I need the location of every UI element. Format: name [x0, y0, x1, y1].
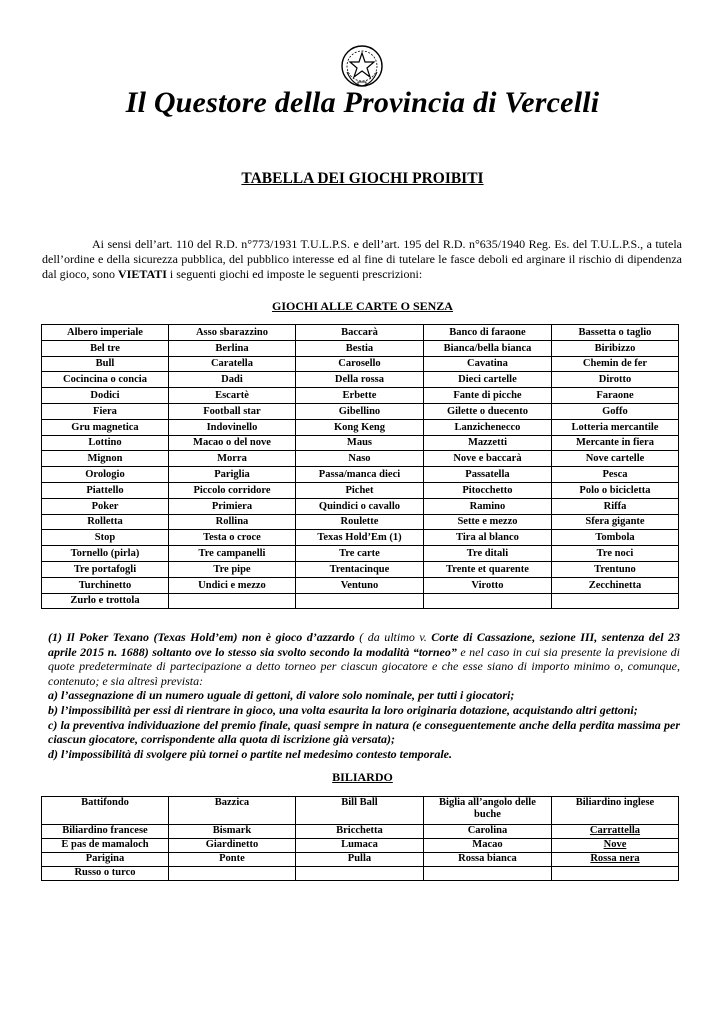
table-cell-text: Bricchetta [336, 825, 383, 836]
table-cell [295, 825, 423, 839]
table-cell [295, 372, 423, 388]
table-cell-text: Tre ditali [466, 548, 509, 560]
table-cell-text: Lanzichenecco [454, 421, 521, 433]
table-cell-text: Passatella [465, 469, 510, 481]
table-row [42, 435, 679, 451]
table-cell [551, 498, 678, 514]
table-row [42, 356, 679, 372]
table-cell [551, 419, 678, 435]
table-cell [295, 593, 423, 609]
table-cell-text: Polo o bicicletta [579, 484, 651, 496]
table-cell-text: Texas Hold’Em (1) [317, 532, 402, 544]
table-cell [168, 825, 295, 839]
table-row [42, 419, 679, 435]
intro-bold-word: VIETATI [118, 267, 167, 281]
page-title: Il Questore della Provincia di Vercelli [125, 86, 600, 119]
table-cell-text: Virotto [471, 579, 504, 591]
table-cell-text: Primiera [211, 500, 253, 512]
biliardo-section-title: BILIARDO [332, 770, 393, 784]
table-cell-text: Nove e baccarà [453, 453, 522, 465]
table-row [42, 467, 679, 483]
table-row [42, 546, 679, 562]
table-cell [423, 530, 551, 546]
table-cell-text: Ventuno [340, 579, 379, 591]
table-cell-text: Piccolo corridore [193, 484, 271, 496]
table-cell-text: Banco di faraone [449, 326, 526, 338]
table-cell-text: Dadi [221, 374, 243, 386]
table-cell [295, 514, 423, 530]
table-cell-text: Indovinello [206, 421, 258, 433]
table-cell [551, 451, 678, 467]
table-cell-text: Nove cartelle [585, 453, 645, 465]
table-cell-text: Cocincina o concia [62, 374, 147, 386]
table-cell [423, 498, 551, 514]
table-cell-text: Berlina [215, 342, 249, 354]
table-cell-text: Mazzetti [467, 437, 507, 449]
poker-note [48, 630, 680, 761]
table-cell [168, 451, 295, 467]
table-cell [295, 388, 423, 404]
table-cell [168, 561, 295, 577]
table-cell [42, 839, 169, 853]
table-row [42, 388, 679, 404]
table-cell [42, 514, 169, 530]
table-cell-text: Undici e mezzo [198, 579, 266, 591]
table-cell-text: Rollina [215, 516, 249, 528]
table-cell-text: Naso [348, 453, 371, 465]
table-cell-text: Tre noci [596, 548, 634, 560]
table-cell-text: Chemin de fer [582, 358, 648, 370]
table-cell [551, 577, 678, 593]
table-cell [551, 482, 678, 498]
table-cell-text: Dodici [90, 390, 120, 402]
table-cell [42, 482, 169, 498]
table-cell [551, 530, 678, 546]
table-cell-text: Gibellino [338, 405, 381, 417]
table-cell [168, 435, 295, 451]
table-cell-text: Sfera gigante [585, 516, 645, 528]
table-cell-text: Pariglia [214, 469, 250, 481]
table-cell [168, 530, 295, 546]
table-cell-text: Erbette [342, 390, 377, 402]
table-cell [168, 839, 295, 853]
table-cell [295, 467, 423, 483]
table-cell [423, 482, 551, 498]
table-cell [551, 388, 678, 404]
table-row [42, 482, 679, 498]
table-cell [423, 825, 551, 839]
table-row [42, 839, 679, 853]
table-cell [168, 467, 295, 483]
table-cell-text: Trente et quarente [446, 563, 529, 575]
table-cell-text: Passa/manca dieci [318, 469, 401, 481]
table-cell [168, 403, 295, 419]
table-cell [423, 388, 551, 404]
table-cell [551, 435, 678, 451]
table-cell [423, 561, 551, 577]
table-cell [295, 498, 423, 514]
cards-section-title: GIOCHI ALLE CARTE O SENZA [272, 299, 453, 313]
table-cell [168, 419, 295, 435]
table-cell [551, 514, 678, 530]
table-cell [423, 325, 551, 341]
table-cell [168, 372, 295, 388]
table-cell-text: Bianca/bella bianca [443, 342, 532, 354]
table-cell-text: Testa o croce [203, 532, 261, 544]
table-cell [42, 467, 169, 483]
poker-note-bold-2: Corte di Cassazione, sezione III, sentenza del 23 aprile 2015 n. 1688) soltanto ove lo stesso sia svolto secondo la modalità “torneo” [48, 630, 681, 659]
poker-note-bold-1: (1) Il Poker Texano (Texas Hold’em) non è gioco d’azzardo [48, 630, 355, 644]
table-row [42, 498, 679, 514]
table-cell [423, 546, 551, 562]
table-cell [551, 372, 678, 388]
table-cell-text: Lotteria mercantile [571, 421, 659, 433]
biliardo-table [41, 796, 679, 881]
table-cell-text: Trentuno [594, 563, 636, 575]
table-row [42, 451, 679, 467]
table-cell [423, 514, 551, 530]
table-cell [168, 498, 295, 514]
table-cell [295, 325, 423, 341]
table-cell-text: Morra [217, 453, 247, 465]
table-cell-text: Gru magnetica [71, 421, 139, 433]
italian-republic-emblem-icon [338, 42, 386, 90]
table-cell-text: Giardinetto [205, 839, 259, 850]
table-cell-text: Riffa [603, 500, 627, 512]
table-cell-text: Pesca [602, 469, 628, 481]
table-cell-text: Bull [95, 358, 115, 370]
table-cell-text: Bassetta o taglio [578, 326, 652, 338]
table-cell-text: Escartè [215, 390, 249, 402]
table-cell [168, 482, 295, 498]
table-cell-text: Macao [472, 839, 503, 850]
table-cell-text: Caratella [210, 358, 253, 370]
table-cell [551, 546, 678, 562]
table-cell-text: Maus [346, 437, 373, 449]
table-cell [42, 825, 169, 839]
table-cell [423, 867, 551, 881]
table-cell-text: Tre campanelli [198, 548, 266, 560]
intro-text-after: i seguenti giochi ed imposte le seguenti prescrizioni: [166, 267, 423, 281]
table-cell [423, 467, 551, 483]
table-cell-text: Carosello [338, 358, 381, 370]
intro-text-before: Ai sensi dell’art. 110 del R.D. n°773/1931 T.U.L.P.S. e dell’art. 195 del R.D. n°635/1940 Reg. Es. del T.U.L.P.S., a tutela dell’ordine e della sicurezza pubblica, del pubblico interesse ed al fine di tutelare le fasce deboli ed arginare il rischio di dipendenza dal gioco, sono [42, 237, 682, 281]
table-cell-text: Rolletta [87, 516, 123, 528]
table-row [42, 514, 679, 530]
table-cell [295, 546, 423, 562]
table-cell-text: Tornello (pirla) [70, 548, 140, 560]
table-cell [42, 388, 169, 404]
table-cell [295, 853, 423, 867]
table-cell [423, 403, 551, 419]
table-cell-text: Bazzica [214, 797, 250, 808]
table-cell-text: Sette e mezzo [457, 516, 518, 528]
table-cell [168, 514, 295, 530]
table-cell [551, 839, 678, 853]
table-row [42, 325, 679, 341]
table-row [42, 593, 679, 609]
table-cell [423, 419, 551, 435]
table-cell [42, 530, 169, 546]
table-cell-text: Rossa bianca [458, 853, 517, 864]
table-cell [42, 561, 169, 577]
table-cell [42, 451, 169, 467]
table-cell [42, 419, 169, 435]
table-cell-text: Kong Keng [333, 421, 385, 433]
table-cell-text: Ponte [219, 853, 245, 864]
table-cell [42, 356, 169, 372]
table-cell [42, 325, 169, 341]
table-cell-text: Cavatina [467, 358, 508, 370]
table-cell-text: Lumaca [341, 839, 378, 850]
table-cell-text: Orologio [85, 469, 125, 481]
table-cell [551, 797, 678, 825]
table-cell-text: Tira al blanco [456, 532, 519, 544]
table-cell [295, 867, 423, 881]
table-cell [551, 356, 678, 372]
table-cell [168, 340, 295, 356]
cards-table [41, 324, 679, 609]
table-cell-text: Biliardino francese [62, 825, 148, 836]
table-cell [423, 451, 551, 467]
table-cell [42, 403, 169, 419]
table-cell [551, 593, 678, 609]
table-cell-text: Stop [94, 532, 116, 544]
table-cell [423, 797, 551, 825]
table-cell [551, 561, 678, 577]
poker-note-normal-1: ( da ultimo v. [354, 630, 432, 644]
poker-note-item-d: d) l’impossibilità di svolgere più tornei o partite nel medesimo contesto temporale. [48, 746, 452, 761]
table-cell [295, 435, 423, 451]
table-cell [423, 372, 551, 388]
table-cell [295, 340, 423, 356]
table-cell [42, 435, 169, 451]
table-row [42, 853, 679, 867]
poker-note-normal-2: e nel caso in cui sia presente la previsione di quote predeterminate di partecipazione a detto torneo per ciascun giocatore e che esse siano di importo minimo o, comunque, contenuto; e sia altresì prevista: [48, 644, 680, 688]
table-cell [423, 839, 551, 853]
table-row [42, 403, 679, 419]
table-cell-text: Gilette o duecento [446, 405, 528, 417]
table-cell [168, 853, 295, 867]
table-cell [42, 577, 169, 593]
table-cell-text: E pas de mamaloch [61, 839, 149, 850]
table-cell [168, 546, 295, 562]
table-cell-text: Piattello [86, 484, 124, 496]
table-cell-text: Tre portafogli [73, 563, 137, 575]
table-cell [42, 340, 169, 356]
table-cell [295, 403, 423, 419]
table-cell-text: Baccarà [341, 326, 378, 338]
table-cell [295, 356, 423, 372]
table-cell [42, 372, 169, 388]
table-cell [295, 451, 423, 467]
table-cell [42, 867, 169, 881]
table-cell-text: Nove [603, 839, 627, 850]
table-cell-text: Tombola [595, 532, 635, 544]
table-cell [423, 356, 551, 372]
table-row [42, 825, 679, 839]
table-cell-text: Tre pipe [213, 563, 251, 575]
table-cell [295, 482, 423, 498]
table-cell [423, 853, 551, 867]
table-cell [295, 839, 423, 853]
table-cell-text: Russo o turco [74, 867, 136, 878]
table-cell-text: Battifondo [81, 797, 129, 808]
table-cell-text: Carolina [467, 825, 508, 836]
table-cell-text: Zurlo e trottola [70, 595, 140, 607]
table-cell [168, 325, 295, 341]
table-cell-text: Pichet [345, 484, 374, 496]
table-cell [551, 853, 678, 867]
table-cell-text: Biliardino inglese [575, 797, 655, 808]
table-row [42, 577, 679, 593]
table-cell-text: Parigina [85, 853, 125, 864]
poker-note-item-b: b) l’impossibilità per essi di rientrare in gioco, una volta esaurita la loro originaria dotazione, acquistando altri gettoni; [48, 702, 638, 717]
table-row [42, 340, 679, 356]
table-cell-text: Quindici o cavallo [318, 500, 401, 512]
table-cell-text: Rossa nera [590, 853, 640, 864]
table-cell-text: Goffo [602, 405, 628, 417]
table-cell-text: Dirotto [598, 374, 632, 386]
table-cell-text: Macao o del nove [193, 437, 271, 449]
table-cell [168, 388, 295, 404]
table-cell [168, 797, 295, 825]
table-cell-text: Poker [91, 500, 119, 512]
table-cell [42, 797, 169, 825]
table-cell [295, 577, 423, 593]
table-row [42, 372, 679, 388]
table-cell [42, 853, 169, 867]
table-cell [295, 797, 423, 825]
table-cell-text: Bill Ball [341, 797, 378, 808]
table-cell-text: Bel tre [90, 342, 120, 354]
table-cell-text: Roulette [340, 516, 379, 528]
table-cell-text: Bismark [212, 825, 252, 836]
table-cell [551, 867, 678, 881]
table-cell-text: Dieci cartelle [458, 374, 517, 386]
table-cell [42, 593, 169, 609]
table-cell-text: Mignon [87, 453, 123, 465]
table-cell-text: Fiera [93, 405, 117, 417]
document-subtitle: TABELLA DEI GIOCHI PROIBITI [241, 170, 484, 187]
table-row [42, 530, 679, 546]
table-cell [295, 561, 423, 577]
table-cell-text: Albero imperiale [67, 326, 143, 338]
table-cell [168, 356, 295, 372]
table-cell [551, 825, 678, 839]
table-cell-text: Trentacinque [329, 563, 390, 575]
table-cell-text: Lottino [88, 437, 122, 449]
table-cell-text: Ramino [469, 500, 506, 512]
poker-note-item-c: c) la preventiva individuazione del premio finale, quasi sempre in natura (e conseguentemente anche della perdita massima per ciascun giocatore, corrispondente alla quota di iscrizione già versata); [48, 717, 680, 747]
table-cell-text: Turchinetto [78, 579, 132, 591]
table-cell [295, 419, 423, 435]
table-cell [551, 403, 678, 419]
table-row [42, 561, 679, 577]
table-cell [423, 577, 551, 593]
table-cell [295, 530, 423, 546]
table-cell-text: Pitocchetto [462, 484, 513, 496]
table-row [42, 797, 679, 825]
table-cell [423, 340, 551, 356]
poker-note-item-a: a) l’assegnazione di un numero uguale di gettoni, di valore solo nominale, per tutti i giocatori; [48, 688, 515, 703]
table-cell [168, 577, 295, 593]
table-cell-text: Fante di picche [453, 390, 522, 402]
table-cell-text: Biglia all’angolo delle buche [439, 797, 536, 820]
table-cell-text: Carrattella [589, 825, 641, 836]
table-cell-text: Faraone [596, 390, 634, 402]
intro-paragraph [42, 237, 682, 282]
table-cell [42, 546, 169, 562]
table-cell-text: Biribizzo [594, 342, 636, 354]
poker-note-intro [48, 630, 680, 688]
table-cell [42, 498, 169, 514]
table-cell [423, 593, 551, 609]
table-row [42, 867, 679, 881]
table-cell [168, 867, 295, 881]
table-cell-text: Asso sbarazzino [195, 326, 268, 338]
table-cell [551, 467, 678, 483]
table-cell-text: Mercante in fiera [576, 437, 654, 449]
table-cell-text: Bestia [345, 342, 374, 354]
table-cell-text: Tre carte [339, 548, 380, 560]
table-cell-text: Della rossa [334, 374, 385, 386]
table-cell [423, 435, 551, 451]
table-cell [168, 593, 295, 609]
table-cell-text: Football star [203, 405, 261, 417]
table-cell [551, 340, 678, 356]
table-cell-text: Pulla [347, 853, 372, 864]
table-cell-text: Zecchinetta [588, 579, 642, 591]
table-cell [551, 325, 678, 341]
